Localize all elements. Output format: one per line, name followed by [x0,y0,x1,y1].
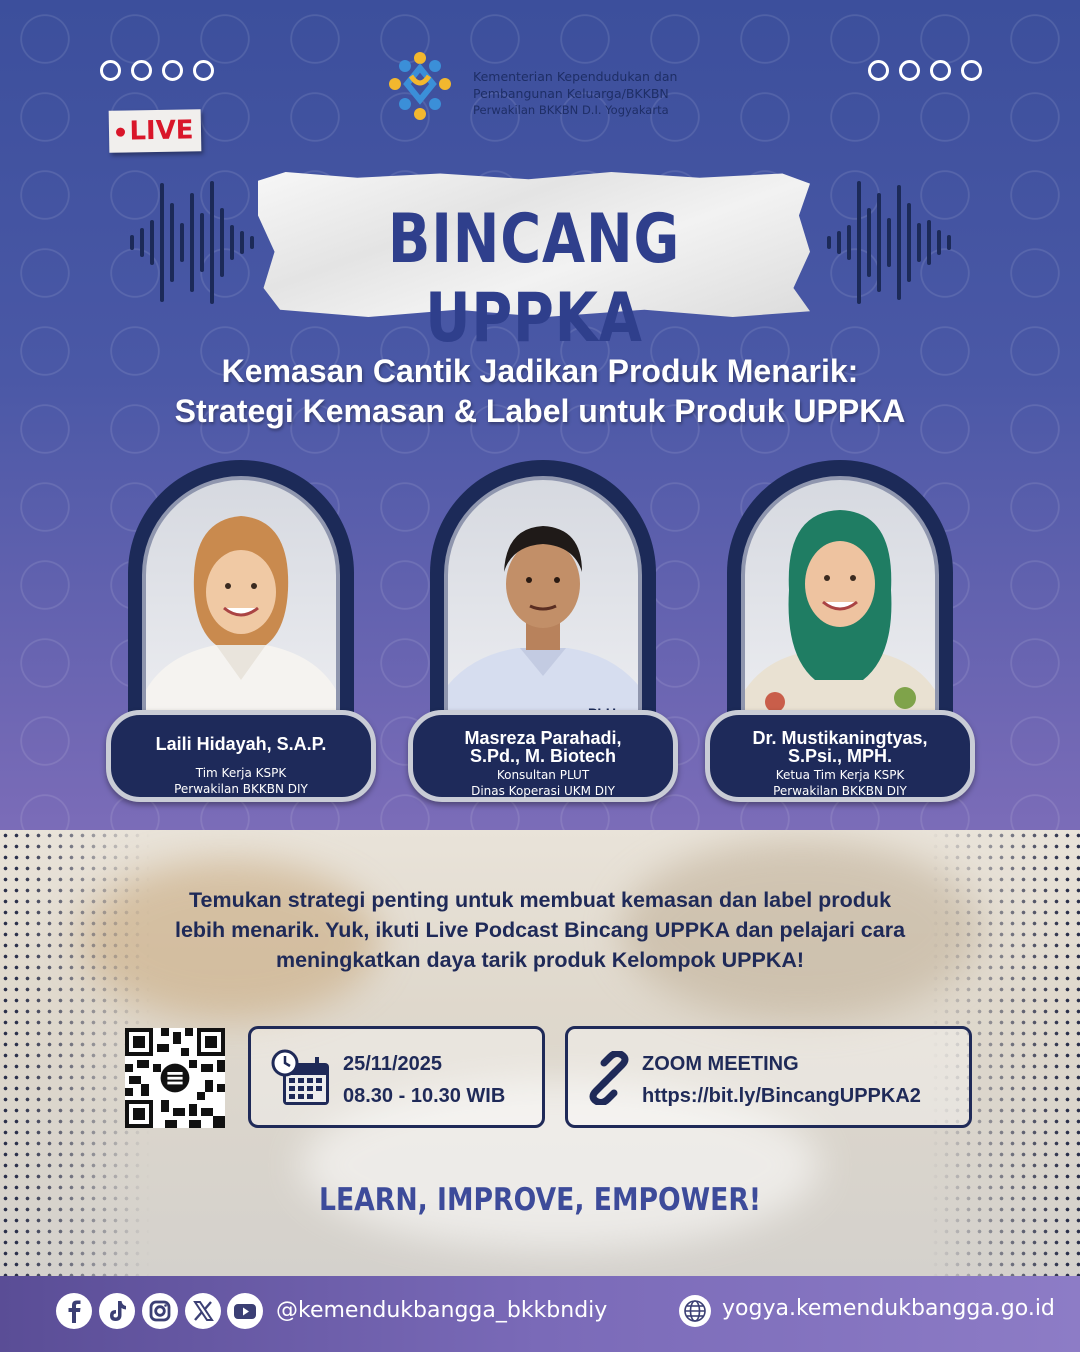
speaker-photo-3 [741,476,939,726]
live-badge [109,109,202,153]
speaker-role-line-1: Tim Kerja KSPK [195,766,287,780]
org-line-1: Kementerian Kependudukan dan [473,69,678,84]
org-line-3: Perwakilan BKKBN D.I. Yogyakarta [473,103,669,117]
globe-icon [679,1295,711,1327]
description-line-2: lebih menarik. Yuk, ikuti Live Podcast Bincang UPPKA dan pelajari cara [174,918,906,942]
speaker-nameplate-2 [408,710,678,802]
qr-code[interactable] [125,1028,225,1128]
calendar-clock-icon [271,1049,333,1109]
live-label: LIVE [129,115,194,147]
person-hijab-green [745,480,935,726]
person-man-uniform [448,480,638,726]
meeting-link[interactable]: https://bit.ly/BincangUPPKA2 [642,1085,921,1107]
organization-name [473,68,677,119]
speaker-role [413,767,673,799]
social-handle[interactable]: @kemendukbangga_bkkbndiy [276,1298,608,1323]
facebook-icon[interactable] [56,1293,92,1329]
event-description [110,885,970,975]
speaker-role-line-1: Ketua Tim Kerja KSPK [775,768,905,782]
subtitle-line-2: Strategi Kemasan & Label untuk Produk UPPKA [174,393,906,429]
sound-wave-right-icon [825,175,955,310]
speaker-photo-2 [444,476,642,726]
tagline: LEARN, IMPROVE, EMPOWER! [318,1182,762,1218]
speaker-name: Laili Hidayah, S.A.P. [155,734,327,754]
speaker-role [111,765,371,797]
tiktok-icon[interactable] [99,1293,135,1329]
live-dot-icon [116,127,125,136]
instagram-icon[interactable] [142,1293,178,1329]
footer [0,1276,1080,1352]
details-section [0,830,1080,1276]
description-line-3: meningkatkan daya tarik produk Kelompok UPPKA! [275,948,805,972]
event-title: BINCANG UPPKA [387,200,681,358]
date-time-box [248,1026,545,1128]
speaker-nameplate-3 [705,710,975,802]
speaker-role-line-2: Dinas Koperasi UKM DIY [471,784,615,798]
sound-wave-left-icon [128,175,258,310]
speaker-role-line-1: Konsultan PLUT [496,768,590,782]
speaker-role-line-2: Perwakilan BKKBN DIY [773,784,907,798]
subtitle-line-1: Kemasan Cantik Jadikan Produk Menarik: [221,353,859,389]
speaker-photo-1 [142,476,340,726]
youtube-icon[interactable] [227,1293,263,1329]
speaker-role [710,767,970,799]
decor-dots-left [100,60,214,81]
speaker-name-line-2: S.Pd., M. Biotech [469,746,616,766]
speaker-name-line-1: Masreza Parahadi, [464,728,622,748]
person-hijab-orange [146,480,336,726]
speaker-card-1 [106,460,376,805]
bkkbn-logo-icon [383,50,457,122]
speaker-nameplate-1 [106,710,376,802]
description-line-1: Temukan strategi penting untuk membuat kemasan dan label produk [188,888,892,912]
website-url[interactable]: yogya.kemendukbangga.go.id [722,1296,1055,1321]
link-chain-icon [582,1051,636,1105]
decor-dots-right [868,60,982,81]
zoom-link-box[interactable] [565,1026,972,1128]
x-icon[interactable] [185,1293,221,1329]
event-time: 08.30 - 10.30 WIB [343,1085,506,1107]
speaker-card-2 [408,460,678,805]
speaker-role-line-2: Perwakilan BKKBN DIY [174,782,308,796]
org-line-2: Pembangunan Keluarga/BKKBN [473,86,669,101]
speaker-card-3 [705,460,975,805]
speaker-name-line-1: Dr. Mustikaningtyas, [752,728,928,748]
speaker-name-line-2: S.Psi., MPH. [787,746,893,766]
meeting-platform: ZOOM MEETING [642,1053,799,1075]
event-date: 25/11/2025 [343,1053,442,1075]
